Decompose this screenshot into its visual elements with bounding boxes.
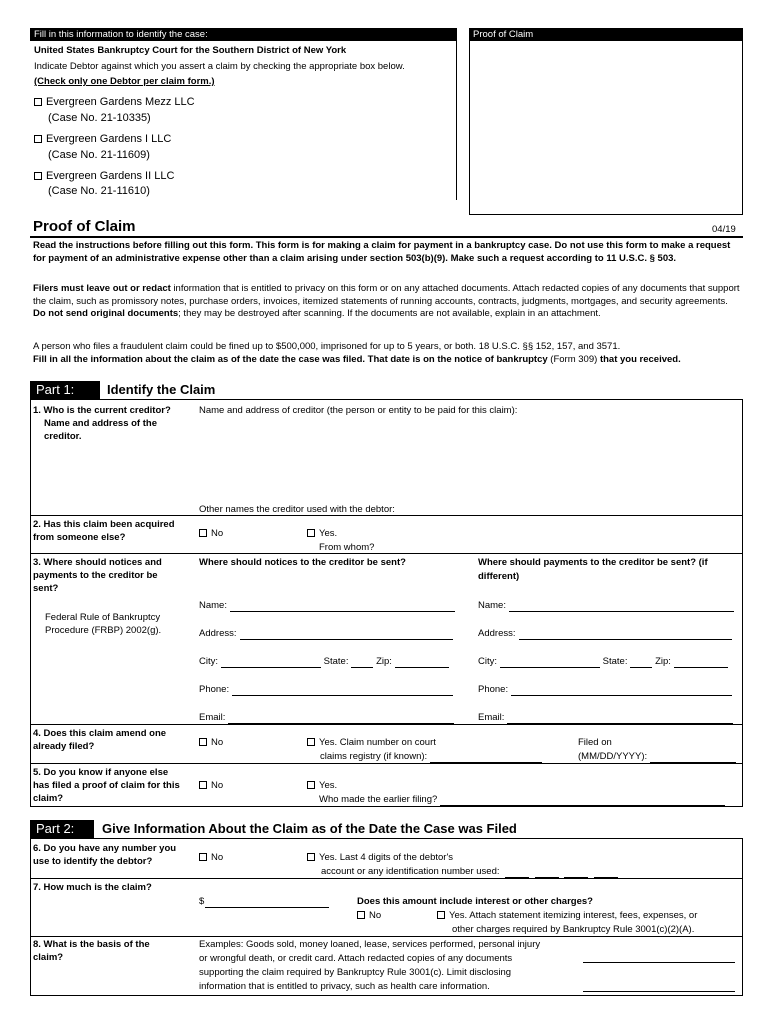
q7-yes-option[interactable]: Yes. Attach statement itemizing interest, fees, expenses, or	[437, 909, 697, 922]
debtor-case-2: (Case No. 21-11609)	[48, 149, 150, 161]
q5-label: 5. Do you know if anyone else has filed a proof of claim for this claim?	[33, 767, 180, 804]
q6-no-option[interactable]: No	[199, 851, 223, 864]
checkbox[interactable]	[199, 529, 207, 537]
q3-label: 3. Where should notices and payments to the creditor be sent?	[33, 557, 162, 594]
debtor-instruction: Indicate Debtor against which you assert a claim by checking the appropriate box below.	[34, 61, 405, 72]
part1-title: Identify the Claim	[107, 382, 216, 397]
q5-no-option[interactable]: No	[199, 779, 223, 792]
row-divider	[30, 763, 743, 764]
checkbox[interactable]	[307, 853, 315, 861]
payment-phone-field[interactable]: Phone:	[478, 683, 732, 696]
payment-address-field[interactable]: Address:	[478, 627, 732, 640]
part2-tag: Part 2:	[30, 820, 94, 838]
q2-no-option[interactable]: No	[199, 527, 223, 540]
part1-bottom-rule	[30, 806, 743, 807]
q7-no-option[interactable]: No	[357, 909, 381, 922]
debtor-option-2[interactable]	[34, 133, 171, 146]
checkbox[interactable]	[307, 781, 315, 789]
q4-no-option[interactable]: No	[199, 736, 223, 749]
q8-label: 8. What is the basis of the claim?	[33, 939, 150, 963]
q4-yes-option[interactable]: Yes. Claim number on court	[307, 736, 436, 749]
row-divider	[30, 724, 743, 725]
q3-rule: Federal Rule of Bankruptcy Procedure (FRBP) 2002(g).	[45, 612, 162, 636]
q8-example-line-4: information that is entitled to privacy, such as health care information.	[199, 981, 490, 992]
part2-right-border	[742, 838, 743, 996]
debtor-case-1: (Case No. 21-10335)	[48, 112, 151, 124]
intro-paragraph-2: Filers must leave out or redact information that is entitled to privacy on this form or on any attached documents. Attach redacted copies of any documents that support the claim, such as promissory notes, purchase orders, invoices, itemized statements of running accounts, contracts, judgments, mortgages, and security agreements. Do not send original documents; they may be destroyed after scanning. If the documents are not available, explain in an attachment.	[33, 283, 740, 320]
payment-email-field[interactable]: Email:	[478, 711, 733, 724]
q2-yes-option[interactable]: Yes.	[307, 527, 337, 540]
page-title: Proof of Claim	[33, 218, 136, 235]
checkbox[interactable]	[34, 172, 42, 180]
q4-label: 4. Does this claim amend one already filed?	[33, 728, 167, 752]
intro-paragraph-1: Read the instructions before filling out this form. This form is for making a claim for payment in a bankruptcy case. Do not use this form to make a request for payment of an administrative expense other than a claim arising under section 503(b)(9). Make such a request according to 11 U.S.C. § 503.	[33, 240, 731, 264]
part1-left-border	[30, 399, 31, 806]
notice-phone-field[interactable]: Phone:	[199, 683, 453, 696]
q5-yes-option[interactable]: Yes.	[307, 779, 337, 792]
intro-paragraph-4: Fill in all the information about the claim as of the date the case was filed. That date is on the notice of bankruptcy (Form 309) that you received.	[33, 354, 681, 365]
q1-prompt: Name and address of creditor (the person or entity to be paid for this claim):	[199, 405, 518, 416]
intro-paragraph-3: A person who files a fraudulent claim could be fined up to $500,000, imprisoned for up to 5 years, or both. 18 U.S.C. §§ 152, 157, and 3571.	[33, 341, 621, 352]
q8-example-line-2: or wrongful death, or credit card. Attach redacted copies of any documents	[199, 953, 513, 964]
notice-email-field[interactable]: Email:	[199, 711, 454, 724]
payments-heading: Where should payments to the creditor be sent? (if different)	[478, 557, 708, 582]
q6-account-number-field[interactable]: account or any identification number used:	[321, 865, 618, 878]
payment-city-field[interactable]: City: State: Zip:	[478, 655, 728, 668]
q2-from-whom[interactable]: From whom?	[319, 541, 727, 554]
row-divider	[30, 553, 743, 554]
q2-label: 2. Has this claim been acquired from someone else?	[33, 519, 175, 543]
q1-other-names[interactable]: Other names the creditor used with the debtor:	[199, 503, 708, 516]
part1-header	[30, 381, 743, 400]
checkbox[interactable]	[199, 738, 207, 746]
row-divider	[30, 936, 743, 937]
notices-heading: Where should notices to the creditor be sent?	[199, 557, 406, 568]
court-name: United States Bankruptcy Court for the Southern District of New York	[34, 45, 347, 56]
q6-label: 6. Do you have any number you use to identify the debtor?	[33, 843, 177, 867]
checkbox[interactable]	[307, 529, 315, 537]
debtor-option-1[interactable]	[34, 96, 195, 109]
part2-left-border	[30, 838, 31, 996]
q8-basis-field-2[interactable]	[583, 980, 735, 992]
proof-of-claim-box-header: Proof of Claim	[469, 28, 743, 41]
debtor-name: Evergreen Gardens Mezz LLC	[46, 96, 195, 108]
debtor-name: Evergreen Gardens I LLC	[46, 133, 172, 145]
part2-bottom-rule	[30, 995, 743, 996]
checkbox[interactable]	[357, 911, 365, 919]
q4-claim-number-field[interactable]: claims registry (if known):	[320, 750, 542, 763]
q7-amount-field[interactable]: $	[199, 895, 329, 908]
checkbox[interactable]	[199, 781, 207, 789]
case-info-header: Fill in this information to identify the case:	[30, 28, 457, 41]
q7-yes-detail: other charges required by Bankruptcy Rule 3001(c)(2)(A).	[452, 924, 695, 935]
q8-example-line-3: supporting the claim required by Bankruptcy Rule 3001(c). Limit disclosing	[199, 967, 512, 978]
notice-address-field[interactable]: Address:	[199, 627, 453, 640]
notice-city-field[interactable]: City: State: Zip:	[199, 655, 449, 668]
part1-right-border	[742, 399, 743, 806]
payment-name-field[interactable]: Name:	[478, 599, 734, 612]
checkbox[interactable]	[199, 853, 207, 861]
q7-interest-question: Does this amount include interest or other charges?	[357, 896, 593, 907]
part2-title: Give Information About the Claim as of the Date the Case was Filed	[102, 821, 517, 836]
q7-label: 7. How much is the claim?	[33, 882, 152, 893]
checkbox[interactable]	[307, 738, 315, 746]
notice-name-field[interactable]: Name:	[199, 599, 455, 612]
q8-example-line-1: Examples: Goods sold, money loaned, lease, services performed, personal injury	[199, 939, 541, 950]
proof-of-claim-box	[469, 28, 743, 215]
part1-tag: Part 1:	[30, 381, 100, 399]
title-rule	[30, 236, 743, 238]
debtor-option-3[interactable]	[34, 170, 174, 183]
q1-label: 1. Who is the current creditor? Name and address of the creditor.	[33, 405, 171, 442]
checkbox[interactable]	[34, 135, 42, 143]
debtor-instruction-note: (Check only one Debtor per claim form.)	[34, 76, 215, 87]
checkbox[interactable]	[34, 98, 42, 106]
form-version: 04/19	[712, 224, 736, 235]
debtor-name: Evergreen Gardens II LLC	[46, 170, 175, 182]
q5-who-field[interactable]: Who made the earlier filing?	[319, 793, 725, 806]
q6-yes-option[interactable]: Yes. Last 4 digits of the debtor's	[307, 851, 453, 864]
checkbox[interactable]	[437, 911, 445, 919]
row-divider	[30, 515, 743, 516]
row-divider	[30, 878, 743, 879]
q4-filed-on-label: Filed on	[578, 737, 612, 748]
debtor-case-3: (Case No. 21-11610)	[48, 185, 150, 197]
q8-basis-field-1[interactable]	[583, 951, 735, 963]
q4-filed-date-field[interactable]: (MM/DD/YYYY):	[578, 750, 736, 763]
part2-header	[30, 820, 743, 839]
